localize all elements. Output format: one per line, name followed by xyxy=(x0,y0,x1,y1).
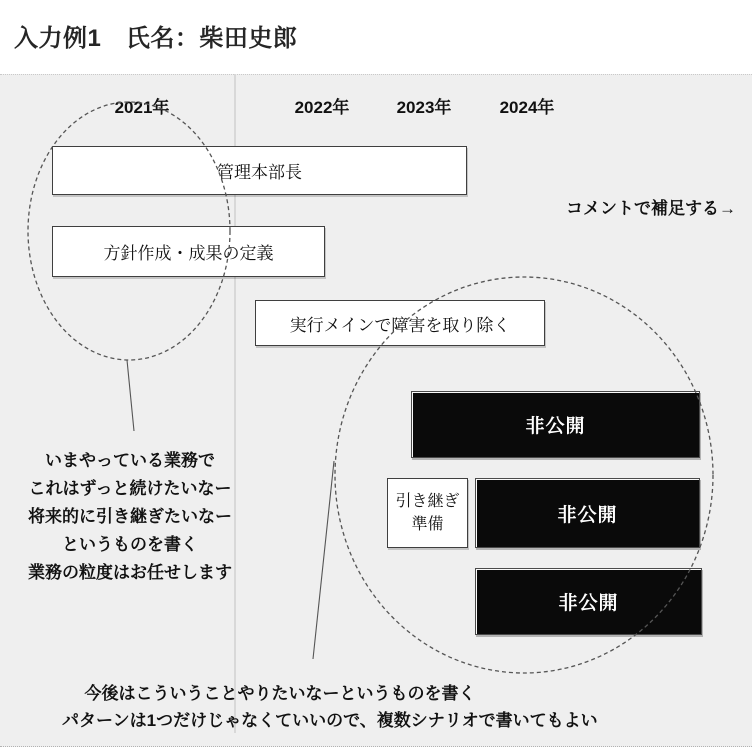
private-box-2: 非公開 xyxy=(475,478,700,548)
private-box-1: 非公開 xyxy=(411,391,700,458)
left-annotation-line: いまやっている業務で xyxy=(45,451,215,470)
year-label-2021: 2021年 xyxy=(114,98,170,117)
left-annotation-line: 将来的に引き継ぎたいなー xyxy=(28,507,232,526)
handover-line-2: 準備 xyxy=(411,516,444,533)
task-box-director: 管理本部長 xyxy=(52,146,467,195)
handover-line-1: 引き継ぎ xyxy=(395,493,460,510)
task-box-handover xyxy=(387,478,468,548)
left-annotation xyxy=(15,447,245,587)
left-annotation-line: というものを書く xyxy=(62,535,198,554)
page-title: 入力例1 氏名：柴田史郎 xyxy=(14,25,298,52)
year-label-2023: 2023年 xyxy=(396,98,452,117)
private-box-3: 非公開 xyxy=(475,568,702,635)
task-box-execution: 実行メインで障害を取り除く xyxy=(255,300,545,346)
year-label-2024: 2024年 xyxy=(499,98,555,117)
left-annotation-line: これはずっと続けたいなー xyxy=(28,479,232,498)
bottom-annotation-line-1: 今後はこういうことやりたいなーというものを書く xyxy=(84,684,476,703)
year-label-2022: 2022年 xyxy=(294,98,350,117)
comment-note: コメントで補足する→ xyxy=(566,199,736,218)
task-box-policy: 方針作成・成果の定義 xyxy=(52,226,325,277)
left-annotation-line: 業務の粒度はお任せします xyxy=(28,563,232,582)
bottom-annotation-line-2: パターンは1つだけじゃなくていいので、複数シナリオで書いてもよい xyxy=(62,711,598,730)
